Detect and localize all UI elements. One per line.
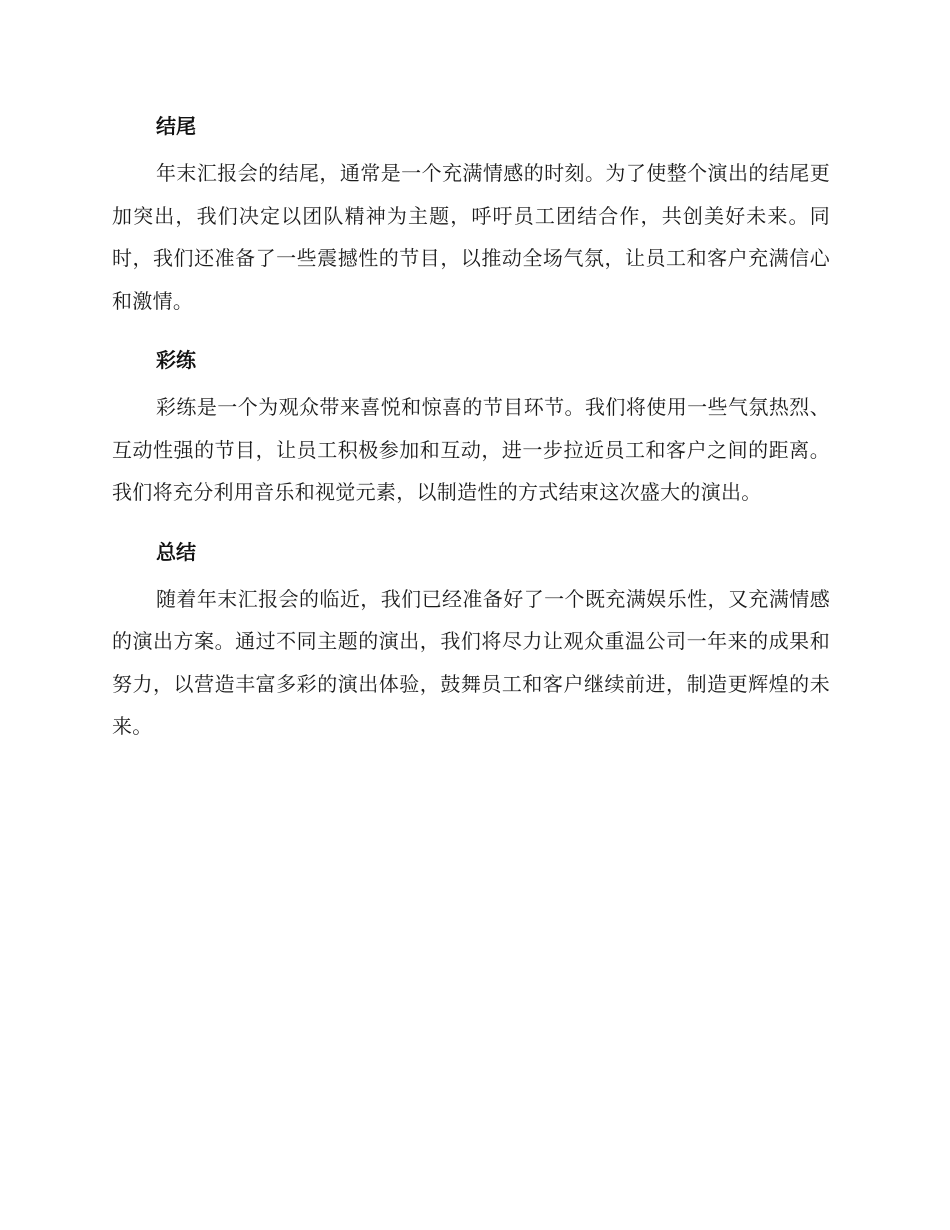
section-ending xyxy=(112,108,830,322)
section-rehearsal xyxy=(112,342,830,514)
section-heading: 总结 xyxy=(156,539,196,564)
section-heading: 结尾 xyxy=(156,114,196,138)
section-heading: 彩练 xyxy=(156,348,196,372)
section-paragraph: 随着年末汇报会的临近，我们已经准备好了一个既充满娱乐性，又充满情感的演出方案。通过不同主题的演出，我们将尽力让观众重温公司一年来的成果和努力，以营造丰富多彩的演出体验，鼓舞员工和客户继续前进，制造更辉煌的未来。 xyxy=(112,586,830,738)
section-summary xyxy=(112,534,830,748)
section-paragraph: 彩练是一个为观众带来喜悦和惊喜的节目环节。我们将使用一些气氛热烈、互动性强的节目，让员工积极参加和互动，进一步拉近员工和客户之间的距离。我们将充分利用音乐和视觉元素，以制造性的方式结束这次盛大的演出。 xyxy=(112,395,830,504)
section-paragraph: 年末汇报会的结尾，通常是一个充满情感的时刻。为了使整个演出的结尾更加突出，我们决定以团队精神为主题，呼吁员工团结合作，共创美好未来。同时，我们还准备了一些震撼性的节目，以推动全场气氛，让员工和客户充满信心和激情。 xyxy=(112,161,830,313)
